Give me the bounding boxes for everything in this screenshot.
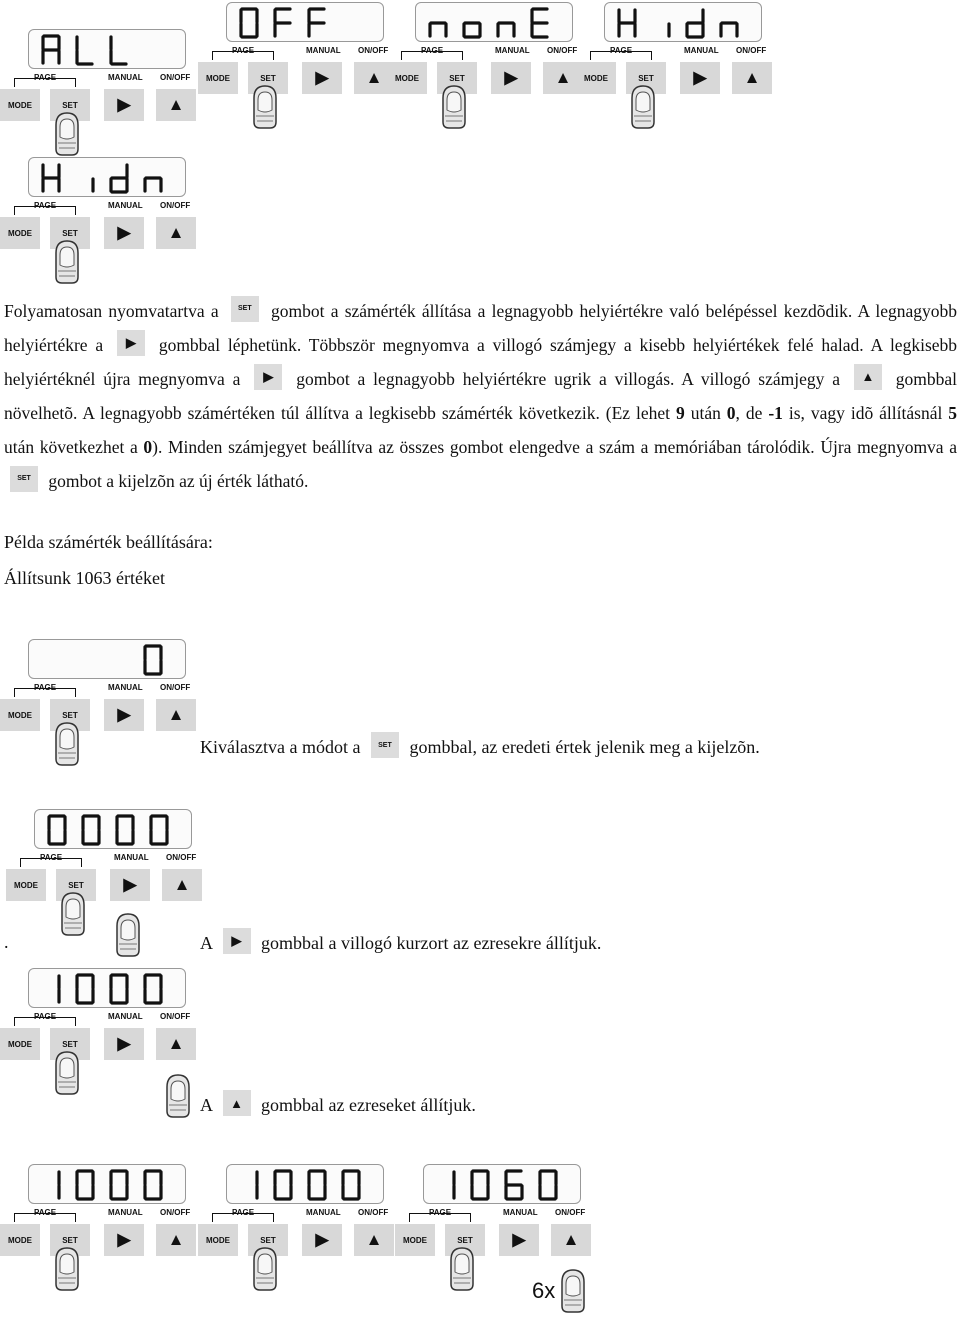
manual-label: MANUAL [684, 46, 719, 55]
finger-press-icon [113, 912, 143, 963]
mode-button[interactable]: MODE [395, 1224, 435, 1256]
finger-press-icon [52, 111, 82, 162]
onoff-label: ON/OFF [160, 683, 191, 692]
finger-press-icon [439, 84, 469, 135]
seven-segment-readout [29, 1165, 187, 1205]
seven-segment-readout [605, 3, 763, 43]
seven-segment-readout [227, 1165, 385, 1205]
inline-set-key: SET [10, 466, 38, 492]
manual-label: MANUAL [108, 201, 143, 210]
page-label: PAGE [232, 46, 255, 55]
inline-right-arrow-key: ▶ [117, 330, 145, 356]
repeat-count-label: 6x [532, 1278, 556, 1303]
up-arrow-button[interactable]: ▲ [162, 869, 202, 901]
caption-set-thousands: A ▲ gombbal az ezreseket állítjuk. [200, 1094, 476, 1120]
manual-label: MANUAL [108, 1208, 143, 1217]
finger-press-icon [250, 1246, 280, 1297]
finger-press-icon [52, 1050, 82, 1101]
controller-panel-thousand-a [0, 1164, 195, 1294]
example-task: Állítsunk 1063 értéket [4, 568, 165, 588]
display-window [226, 1164, 384, 1204]
page-label: PAGE [34, 1208, 57, 1217]
page-label: PAGE [40, 853, 63, 862]
up-arrow-button[interactable]: ▲ [354, 1224, 394, 1256]
manual-label: MANUAL [108, 1012, 143, 1021]
manual-label: MANUAL [108, 683, 143, 692]
finger-press-icon [52, 239, 82, 290]
display-window [604, 2, 762, 42]
onoff-label: ON/OFF [160, 73, 191, 82]
mode-button[interactable]: MODE [576, 62, 616, 94]
right-arrow-button[interactable]: ▶ [110, 869, 150, 901]
finger-press-icon [447, 1246, 477, 1297]
mode-button[interactable]: MODE [0, 217, 40, 249]
finger-press-icon [628, 84, 658, 135]
right-arrow-button[interactable]: ▶ [104, 217, 144, 249]
controller-panel-none [387, 2, 582, 132]
right-arrow-button[interactable]: ▶ [104, 89, 144, 121]
page-label: PAGE [421, 46, 444, 55]
onoff-label: ON/OFF [555, 1208, 586, 1217]
up-arrow-button[interactable]: ▲ [156, 217, 196, 249]
inline-right-arrow-key: ▶ [254, 364, 282, 390]
page-label: PAGE [232, 1208, 255, 1217]
set-button[interactable]: SET [50, 89, 90, 121]
controller-panel-hidn [576, 2, 771, 132]
inline-set-key: SET [371, 732, 399, 758]
controller-panel-zeros [6, 809, 201, 939]
set-button[interactable]: SET [437, 62, 477, 94]
right-arrow-button[interactable]: ▶ [302, 62, 342, 94]
onoff-label: ON/OFF [547, 46, 578, 55]
mode-button[interactable]: MODE [387, 62, 427, 94]
up-arrow-button[interactable]: ▲ [354, 62, 394, 94]
right-arrow-button[interactable]: ▶ [104, 699, 144, 731]
manual-label: MANUAL [108, 73, 143, 82]
seven-segment-readout [424, 1165, 582, 1205]
right-arrow-button[interactable]: ▶ [302, 1224, 342, 1256]
manual-label: MANUAL [114, 853, 149, 862]
up-arrow-button[interactable]: ▲ [551, 1224, 591, 1256]
mode-button[interactable]: MODE [0, 699, 40, 731]
page-label: PAGE [429, 1208, 452, 1217]
caption-move-cursor: . [4, 932, 9, 952]
onoff-label: ON/OFF [736, 46, 767, 55]
seven-segment-readout [227, 3, 385, 43]
up-arrow-button[interactable]: ▲ [156, 1028, 196, 1060]
finger-press-icon [58, 891, 88, 942]
mode-button[interactable]: MODE [0, 1224, 40, 1256]
set-button[interactable]: SET [50, 217, 90, 249]
seven-segment-readout [416, 3, 574, 43]
instruction-paragraph: Folyamatosan nyomvatartva a SET gombot a számérték állítása a legnagyobb helyiértékre való belépéssel kezdõdik. A legnagyobb helyiértékre a ▶ gombbal léphetünk. Többször megnyomva a villogó számjegy a kisebb helyiértékek felé halad. A legkisebb helyiértéknél újra megnyomva a ▶ gombot a legnagyobb helyiértékre ugrik a villogás. A villogó számjegy a ▲ gombbal növelhetõ. A legnagyobb számértéken túl állítva a legkisebb számérték következik. (Ez lehet 9 után 0, de -1 is, vagy idõ állításnál 5 után következhet a 0). Minden számjegyet beállítva az összes gombot elengedve a szám a memóriában tárolódik. Újra megnyomva a SET gombot a kijelzõn az új érték látható. [4, 294, 957, 498]
set-button[interactable]: SET [56, 869, 96, 901]
finger-press-icon [250, 84, 280, 135]
onoff-label: ON/OFF [358, 46, 389, 55]
seven-segment-readout [29, 158, 187, 198]
set-button[interactable]: SET [626, 62, 666, 94]
display-window [423, 1164, 581, 1204]
mode-button[interactable]: MODE [198, 1224, 238, 1256]
page-label: PAGE [34, 201, 57, 210]
set-button[interactable]: SET [248, 62, 288, 94]
seven-segment-readout [35, 810, 193, 850]
controller-panel-zero [0, 639, 195, 769]
mode-button[interactable]: MODE [198, 62, 238, 94]
inline-up-arrow-key: ▲ [854, 364, 882, 390]
page-label: PAGE [34, 73, 57, 82]
onoff-label: ON/OFF [166, 853, 197, 862]
up-arrow-button[interactable]: ▲ [543, 62, 583, 94]
manual-label: MANUAL [306, 1208, 341, 1217]
display-window [28, 1164, 186, 1204]
controller-panel-off [198, 2, 393, 132]
up-arrow-button[interactable]: ▲ [156, 1224, 196, 1256]
example-heading: Példa számérték beállítására: [4, 532, 213, 552]
caption-set-mode: Kiválasztva a módot a SET gombbal, az eredeti értek jelenik meg a kijelzõn. [200, 736, 760, 762]
mode-button[interactable]: MODE [0, 1028, 40, 1060]
right-arrow-button[interactable]: ▶ [491, 62, 531, 94]
right-arrow-button[interactable]: ▶ [104, 1224, 144, 1256]
set-button[interactable]: SET [445, 1224, 485, 1256]
seven-segment-readout [29, 969, 187, 1009]
mode-button[interactable]: MODE [6, 869, 46, 901]
inline-up-arrow-key: ▲ [223, 1090, 251, 1116]
inline-set-key: SET [231, 296, 259, 322]
seven-segment-readout [29, 640, 187, 680]
display-window [28, 157, 186, 197]
finger-press-icon [52, 721, 82, 772]
up-arrow-button[interactable]: ▲ [732, 62, 772, 94]
caption-move-cursor-text: A ▶ gombbal a villogó kurzort az ezresekre állítjuk. [200, 932, 601, 958]
set-button[interactable]: SET [248, 1224, 288, 1256]
onoff-label: ON/OFF [160, 1012, 191, 1021]
onoff-label: ON/OFF [358, 1208, 389, 1217]
onoff-label: ON/OFF [160, 201, 191, 210]
display-window [34, 809, 192, 849]
set-button[interactable]: SET [50, 1224, 90, 1256]
seven-segment-readout [29, 30, 187, 70]
right-arrow-button[interactable]: ▶ [499, 1224, 539, 1256]
manual-label: MANUAL [495, 46, 530, 55]
page-label: PAGE [610, 46, 633, 55]
page-label: PAGE [34, 1012, 57, 1021]
controller-panel-all [0, 29, 195, 159]
page-label: PAGE [34, 683, 57, 692]
finger-press-icon [163, 1073, 193, 1124]
display-window [226, 2, 384, 42]
display-window [28, 968, 186, 1008]
inline-right-arrow-key: ▶ [223, 928, 251, 954]
manual-label: MANUAL [503, 1208, 538, 1217]
right-arrow-button[interactable]: ▶ [104, 1028, 144, 1060]
display-window [28, 639, 186, 679]
finger-press-icon [52, 1246, 82, 1297]
mode-button[interactable]: MODE [0, 89, 40, 121]
finger-press-icon [558, 1268, 588, 1319]
controller-panel-thousand-b [198, 1164, 393, 1294]
right-arrow-button[interactable]: ▶ [680, 62, 720, 94]
set-button[interactable]: SET [50, 1028, 90, 1060]
set-button[interactable]: SET [50, 699, 90, 731]
display-window [28, 29, 186, 69]
onoff-label: ON/OFF [160, 1208, 191, 1217]
display-window [415, 2, 573, 42]
up-arrow-button[interactable]: ▲ [156, 699, 196, 731]
controller-panel-hidn-2 [0, 157, 195, 287]
manual-label: MANUAL [306, 46, 341, 55]
up-arrow-button[interactable]: ▲ [156, 89, 196, 121]
